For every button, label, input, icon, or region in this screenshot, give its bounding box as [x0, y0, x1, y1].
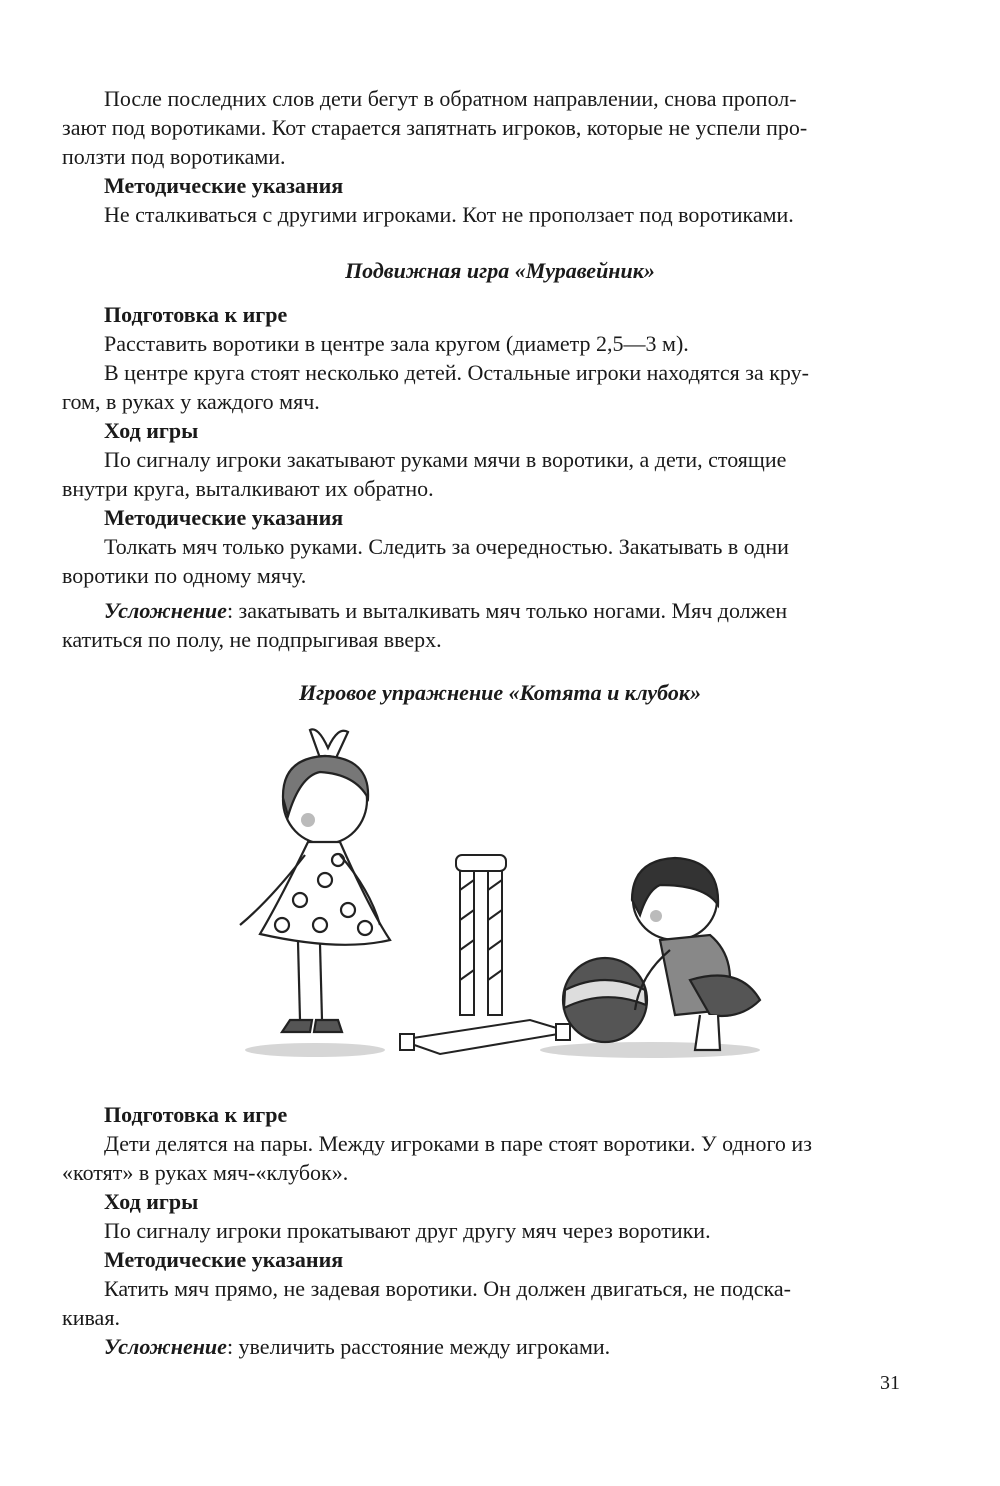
game2-title: Игровое упражнение «Котята и клубок» — [298, 680, 701, 705]
game1-complication-label: Усложнение — [104, 598, 227, 623]
game1-prep-line-3: гом, в руках у каждого мяч. — [62, 389, 320, 414]
game2-prep-line-1: Дети делятся на пары. Между игроками в паре стоят воротики. У одного из — [104, 1131, 812, 1156]
gate-top — [456, 855, 506, 871]
game2-complication-text: : увеличить расстояние между игроками. — [226, 1334, 611, 1359]
game2-method-line-2: кивая. — [62, 1305, 120, 1330]
game1-method-line-1: Толкать мяч только руками. Следить за очередностью. Закатывать в одни — [104, 534, 789, 559]
intro-line-1: После последних слов дети бегут в обратном направлении, снова пропол- — [104, 86, 797, 111]
game2-prep-line-2: «котят» в руках мяч-«клубок». — [62, 1160, 349, 1185]
game1-course-line-1: По сигналу игроки закатывают руками мячи в воротики, а дети, стоящие — [104, 447, 787, 472]
game1-prep-line-1: Расставить воротики в центре зала кругом (диаметр 2,5—3 м). — [104, 331, 689, 356]
game1-method-heading: Методические указания — [104, 505, 344, 530]
game2-complication-label: Усложнение — [104, 1334, 227, 1359]
game1-complication-text: : закатывать и выталкивать мяч только ногами. Мяч должен — [226, 598, 788, 623]
game2-section — [62, 1100, 910, 1361]
game2-method-line-1: Катить мяч прямо, не задевая воротики. Он должен двигаться, не подска- — [104, 1276, 791, 1301]
gate-figure — [400, 855, 570, 1054]
girl-shoe-right — [314, 1020, 342, 1032]
boy-leg — [695, 1015, 720, 1050]
game1-course-heading: Ход игры — [104, 418, 199, 443]
girl-leg-right — [320, 944, 322, 1020]
game2-course-heading: Ход игры — [104, 1189, 199, 1214]
game1-title: Подвижная игра «Муравейник» — [345, 258, 655, 283]
girl-figure — [240, 729, 390, 1032]
game2-method-heading: Методические указания — [104, 1247, 344, 1272]
intro-line-3: ползти под воротиками. — [62, 144, 286, 169]
illustration-kittens-and-ball — [220, 720, 780, 1070]
gate-foot-2 — [556, 1024, 570, 1040]
intro-method-text: Не сталкиваться с другими игроками. Кот не проползает под воротиками. — [104, 202, 794, 227]
game1-method-line-2: воротики по одному мячу. — [62, 563, 307, 588]
game1-course-line-2: внутри круга, выталкивают их обратно. — [62, 476, 434, 501]
boy-shadow — [540, 1042, 760, 1058]
page-number: 31 — [880, 1372, 900, 1394]
game2-complication-line — [62, 1332, 910, 1361]
girl-shoe-left — [282, 1020, 312, 1032]
game1-prep-line-2: В центре круга стоят несколько детей. Остальные игроки находятся за кру- — [104, 360, 809, 385]
game1-section — [62, 300, 910, 654]
girl-cheek — [301, 813, 315, 827]
intro-method-heading: Методические указания — [104, 173, 344, 198]
gate-foot-1 — [400, 1034, 414, 1050]
girl-bow — [310, 729, 348, 758]
game2-prep-heading: Подготовка к игре — [104, 1102, 288, 1127]
game1-prep-heading: Подготовка к игре — [104, 302, 288, 327]
girl-shadow — [245, 1043, 385, 1057]
intro-section — [62, 84, 910, 229]
game2-course-text: По сигналу игроки прокатывают друг другу мяч через воротики. — [104, 1218, 711, 1243]
boy-figure — [632, 858, 760, 1050]
boy-cheek — [650, 910, 662, 922]
game1-complication-line-2: катиться по полу, не подпрыгивая вверх. — [62, 627, 442, 652]
girl-leg-left — [298, 942, 300, 1020]
game1-complication-line-1 — [62, 596, 910, 625]
ball-figure — [563, 958, 647, 1042]
intro-line-2: зают под воротиками. Кот старается запятнать игроков, которые не успели про- — [62, 115, 808, 140]
